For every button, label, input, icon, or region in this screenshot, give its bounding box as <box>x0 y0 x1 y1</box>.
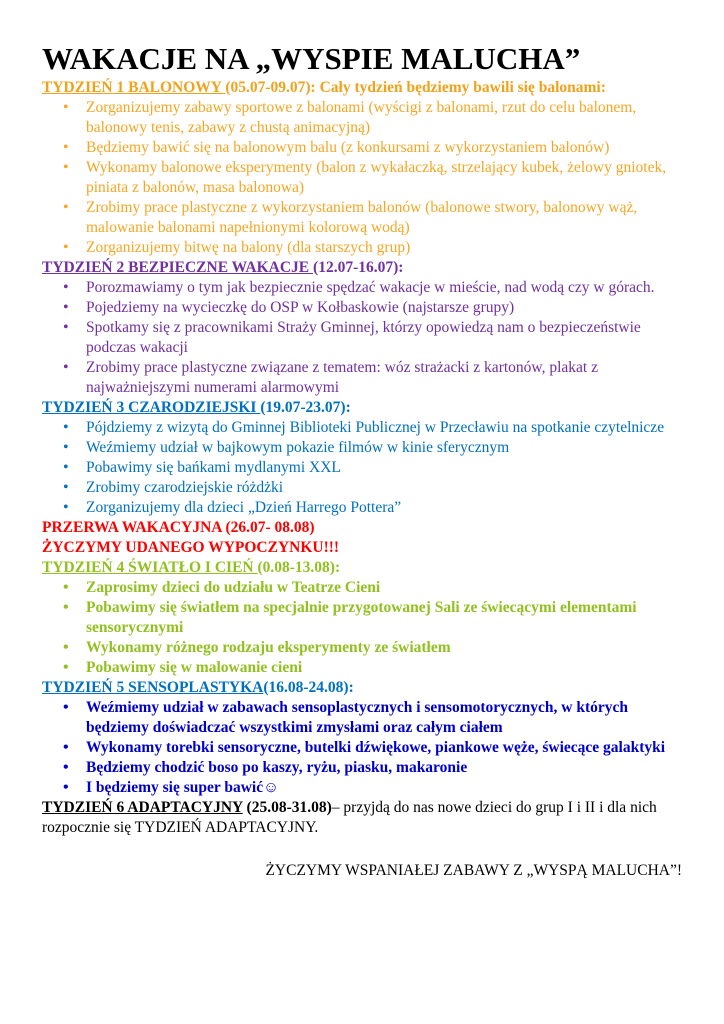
list-item: • Będziemy bawić się na balonowym balu (z konkursami z wykorzystaniem balonów) <box>86 138 682 158</box>
week1-heading <box>42 78 682 98</box>
week6-dates: (25.08-31.08) <box>242 799 332 816</box>
list-item: • Zrobimy prace plastyczne z wykorzystaniem balonów (balonowe stwory, balonowy wąż, malowanie balonami napełnionymi kolorową wodą) <box>86 198 682 238</box>
week6-text: – przyjdą do nas nowe dzieci do grup I i II i dla nich rozpocznie się TYDZIEŃ ADAPTACYJNY. <box>42 799 657 836</box>
list-item: • Weźmiemy udział w bajkowym pokazie filmów w kinie sferycznym <box>86 438 682 458</box>
week5-label: TYDZIEŃ 5 SENSOPLASTYKA <box>42 679 264 696</box>
week3-heading <box>42 398 682 418</box>
week4-heading <box>42 558 682 578</box>
week5-dates: (16.08-24.08): <box>263 679 354 696</box>
week3-label: TYDZIEŃ 3 CZARODZIEJSKI <box>42 399 261 416</box>
list-item: • I będziemy się super bawić☺ <box>86 778 682 798</box>
week4-dates: (0.08-13.08): <box>257 559 341 576</box>
list-item: • Zrobimy czarodziejskie różdżki <box>86 478 682 498</box>
list-item: • Będziemy chodzić boso po kaszy, ryżu, piasku, makaronie <box>86 758 682 778</box>
week2-list <box>42 278 682 398</box>
week2-heading <box>42 258 682 278</box>
list-item: • Zorganizujemy bitwę na balony (dla starszych grup) <box>86 238 682 258</box>
week4-label: TYDZIEŃ 4 ŚWIATŁO I CIEŃ <box>42 559 258 576</box>
week6-label: TYDZIEŃ 6 ADAPTACYJNY <box>42 799 243 816</box>
week5-heading <box>42 678 682 698</box>
break-wishes: ŻYCZYMY UDANEGO WYPOCZYNKU!!! <box>42 539 340 556</box>
list-item: • Pójdziemy z wizytą do Gminnej Biblioteki Publicznej w Przecławiu na spotkanie czytelnicze <box>86 418 682 438</box>
list-item: • Pobawimy się w malowanie cieni <box>86 658 682 678</box>
list-item: • Porozmawiamy o tym jak bezpiecznie spędzać wakacje w mieście, nad wodą czy w górach. <box>86 278 682 298</box>
week1-dates: (05.07-09.07): Cały tydzień będziemy bawili się balonami: <box>225 79 606 96</box>
closing-wishes: ŻYCZYMY WSPANIAŁEJ ZABAWY Z „WYSPĄ MALUCHA”! <box>265 862 682 879</box>
week3-list <box>42 418 682 518</box>
list-item: • Pojedziemy na wycieczkę do OSP w Kołbaskowie (najstarsze grupy) <box>86 298 682 318</box>
week1-list <box>42 98 682 258</box>
week2-dates: (12.07-16.07): <box>313 259 404 276</box>
list-item: • Pobawimy się bańkami mydlanymi XXL <box>86 458 682 478</box>
week2-label: TYDZIEŃ 2 BEZPIECZNE WAKACJE <box>42 259 314 276</box>
week6-paragraph <box>42 798 682 838</box>
list-item: • Wykonamy różnego rodzaju eksperymenty ze światłem <box>86 638 682 658</box>
week5-list <box>42 698 682 798</box>
list-item: • Zorganizujemy zabawy sportowe z balonami (wyścigi z balonami, rzut do celu balonem, balonowy tenis, zabawy z chustą animacyjną) <box>86 98 682 138</box>
week4-list <box>42 578 682 678</box>
document-page <box>42 40 682 881</box>
list-item: • Pobawimy się światłem na specjalnie przygotowanej Sali ze świecącymi elementami sensorycznymi <box>86 598 682 638</box>
list-item: • Wykonamy balonowe eksperymenty (balon z wykałaczką, strzelający kubek, żelowy gniotek, piniata z balonów, masa balonowa) <box>86 158 682 198</box>
list-item: • Spotkamy się z pracownikami Straży Gminnej, którzy opowiedzą nam o bezpieczeństwie podczas wakacji <box>86 318 682 358</box>
list-item: • Weźmiemy udział w zabawach sensoplastycznych i sensomotorycznych, w których będziemy doświadczać wszystkimi zmysłami oraz całym ciałem <box>86 698 682 738</box>
page-title: WAKACJE NA „WYSPIE MALUCHA” <box>42 41 581 76</box>
list-item: • Zaprosimy dzieci do udziału w Teatrze Cieni <box>86 578 682 598</box>
week1-label: TYDZIEŃ 1 BALONOWY <box>42 79 226 96</box>
break-heading: PRZERWA WAKACYJNA (26.07- 08.08) <box>42 519 315 536</box>
list-item: • Wykonamy torebki sensoryczne, butelki dźwiękowe, piankowe węże, świecące galaktyki <box>86 738 682 758</box>
week3-dates: (19.07-23.07): <box>260 399 351 416</box>
list-item: • Zrobimy prace plastyczne związane z tematem: wóz strażacki z kartonów, plakat z najważniejszymi numerami alarmowymi <box>86 358 682 398</box>
list-item: • Zorganizujemy dla dzieci „Dzień Harrego Pottera” <box>86 498 682 518</box>
